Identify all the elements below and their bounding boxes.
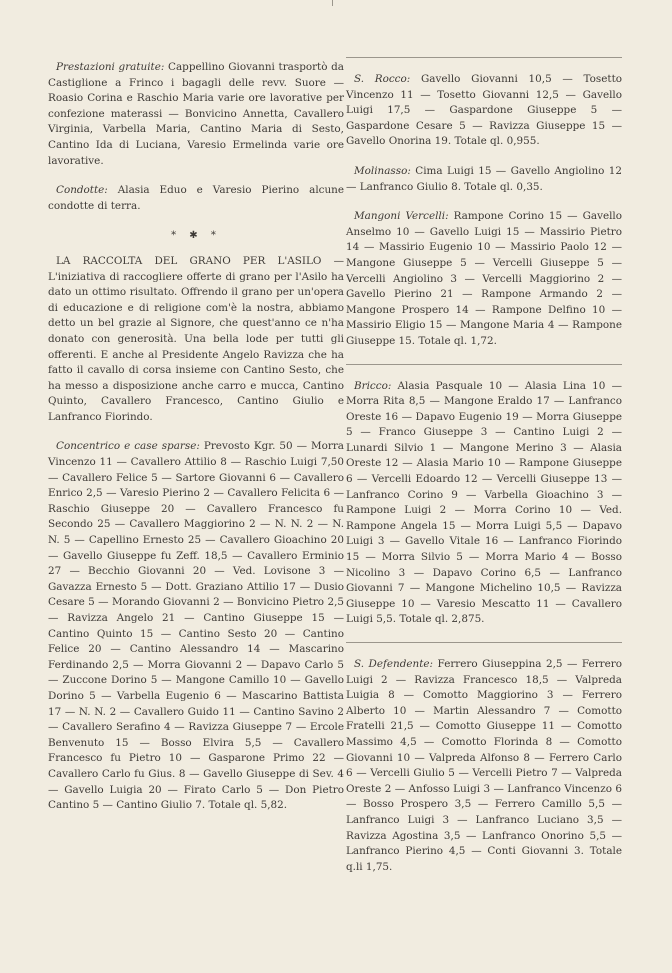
- divider: [346, 642, 622, 643]
- paragraph-molinasso: [346, 164, 622, 195]
- section-label: Mangoni Vercelli:: [354, 210, 449, 223]
- paragraph-text: Alasia Pasquale 10 — Alasia Lina 10 — Morra Rita 8,5 — Mangone Eraldo 17 — Lanfranco Oreste 16 — Dapavo Eugenio 19 — Morra Giuseppe 5 — Franco Giuseppe 3 — Cantino Luigi 2 — Lunardi Silvio 1 — Mangone Merino 3 — Alasia Oreste 12 — Alasia Mario 10 — Rampone Giuseppe 6 — Vercelli Edoardo 12 — Vercelli Giuseppe 13 — Lanfranco Corino 9 — Varbella Gioachino 3 — Rampone Luigi 2 — Morra Corino 10 — Ved. Rampone Angela 15 — Morra Luigi 5,5 — Dapavo Luigi 3 — Gavello Vitale 16 — Lanfranco Fiorindo 15 — Morra Silvio 5 — Morra Mario 4 — Bosso Nicolino 3 — Dapavo Corino 6,5 — Lanfranco Giovanni 7 — Mangone Michelino 10,5 — Ravizza Giuseppe 10 — Varesio Mescatto 11 — Cavallero Luigi 5,5. Totale ql. 2,875.: [346, 379, 622, 626]
- section-label: S. Defendente:: [354, 658, 434, 670]
- paragraph-text: Cappellino Giovanni trasportò da Castiglione a Frinco i bagagli delle revv. Suore — Roasio Corina e Raschio Maria varie ore lavorative per confezione materassi — Bonvicino Annetta, Cavallero Virginia, Varbella Maria, Cantino Maria di Sesto, Cantino Ida di Luciana, Varesio Ermelinda varie ore lavorative.: [48, 61, 344, 167]
- paragraph-raccolta-grano: LA RACCOLTA DEL GRANO PER L'ASILO — L'iniziativa di raccogliere offerte di grano per l'Asilo ha dato un ottimo risultato. Offrendo il grano per un'opera di educazione e di religione com'è la nostra, abbiamo detto un bel grazie al Signore, che quest'anno ce n'ha donato con generosità. Una bella lode per tutti gli offerenti. E anche al Presidente Angelo Ravizza che ha fatto il cavallo di corsa insieme con Cantino Sesto, che ha messo a disposizione anche carro e mucca, Cantino Quinto, Cavallero Francesco, Cantino Giulio e Lanfranco Fiorindo.: [48, 254, 344, 423]
- paragraph-text: Alasia Eduo e Varesio Pierino alcune condotte di terra.: [48, 184, 344, 212]
- paragraph-text: Cima Luigi 15 — Gavello Angiolino 12 — Lanfranco Giulio 8. Totale ql. 0,35.: [346, 164, 622, 193]
- separator-asterisks: * ✱ *: [171, 230, 221, 242]
- section-label: S. Rocco:: [354, 73, 411, 85]
- section-label: Molinasso:: [354, 164, 411, 177]
- paragraph-text: Prevosto Kgr. 50 — Morra Vincenzo 11 — Cavallero Attilio 8 — Raschio Luigi 7,50 — Cavallero Felice 5 — Sartore Giovanni 6 — Cavallero Enrico 2,5 — Varesio Pierino 2 — Cavallero Felicita 6 — Raschio Giuseppe 20 — Cavallero Francesco fu Secondo 25 — Cavallero Maggiorino 2 — N. N. 2 — N. N. 5 — Capellino Ernesto 25 — Cavallero Gioachino 20 — Gavello Giuseppe fu Zeff. 18,5 — Cavallero Erminio 27 — Becchio Giovanni 20 — Ved. Lovisone 3 — Gavazza Ernesto 5 — Dott. Graziano Attilio 17 — Dusio Cesare 5 — Morando Giovanni 2 — Bonvicino Pietro 2,5 — Ravizza Angelo 21 — Cantino Giuseppe 15 — Cantino Quinto 15 — Cantino Sesto 20 — Cantino Felice 20 — Cantino Alessandro 14 — Mascarino Ferdinando 2,5 — Morra Giovanni 2 — Dapavo Carlo 5 — Zuccone Dorino 5 — Mangone Camillo 10 — Gavello Dorino 5 — Varbella Eugenio 6 — Mascarino Battista 17 — N. N. 2 — Cavallero Guido 11 — Cantino Savino 2 — Cavallero Serafino 4 — Ravizza Giuseppe 7 — Ercole Benvenuto 15 — Bosso Elvira 5,5 — Cavallero Francesco fu Pietro 10 — Gasparone Primo 22 — Cavallero Carlo fu Gius. 8 — Gavello Giuseppe di Sev. 4 — Gavello Luigia 20 — Firato Carlo 5 — Don Pietro Cantino 5 — Cantino Giulio 7. Totale ql. 5,82.: [48, 440, 344, 812]
- divider: [346, 364, 622, 365]
- paragraph-concentrico: [48, 439, 344, 813]
- left-column: [48, 60, 344, 828]
- section-label: Condotte:: [56, 184, 108, 197]
- paragraph-text: Gavello Giovanni 10,5 — Tosetto Vincenzo 11 — Tosetto Giovanni 12,5 — Gavello Luigi 17,5 — Gaspardone Giuseppe 5 — Gaspardone Cesare 5 — Ravizza Giuseppe 15 — Gavello Onorina 19. Totale ql. 0,955.: [346, 73, 623, 148]
- paragraph-text: Ferrero Giuseppina 2,5 — Ferrero Luigi 2 — Ravizza Francesco 18,5 — Valpreda Luigia 8 — Comotto Maggiorino 3 — Ferrero Alberto 10 — Martin Alessandro 7 — Comotto Fratelli 21,5 — Comotto Giuseppe 11 — Comotto Massimo 4,5 — Comotto Florinda 8 — Comotto Giovanni 10 — Valpreda Alfonso 8 — Ferrero Carlo 6 — Vercelli Giulio 5 — Vercelli Pietro 7 — Valpreda Oreste 2 — Anfosso Luigi 3 — Lanfranco Vincenzo 6 — Bosso Prospero 3,5 — Ferrero Camillo 5,5 — Lanfranco Luigi 3 — Lanfranco Luciano 3,5 — Ravizza Agostina 3,5 — Lanfranco Onorino 5,5 — Lanfranco Pierino 4,5 — Conti Giovanni 3. Totale q.li 1,75.: [346, 658, 622, 873]
- paragraph-mangoni-vercelli: [346, 209, 622, 349]
- section-label: Concentrico e case sparse:: [56, 440, 200, 453]
- paragraph-bricco: [346, 379, 622, 629]
- section-label: Bricco:: [354, 379, 392, 392]
- paragraph-text: Rampone Corino 15 — Gavello Anselmo 10 — Gavello Luigi 15 — Massirio Pietro 14 — Massirio Eugenio 10 — Massirio Paolo 12 — Mangone Giuseppe 5 — Vercelli Giuseppe 5 — Vercelli Angiolino 3 — Vercelli Maggiorino 2 — Gavello Pierino 21 — Rampone Armando 2 — Mangone Prospero 14 — Rampone Delfino 10 — Massirio Eligio 15 — Mangone Maria 4 — Rampone Giuseppe 15. Totale ql. 1,72.: [346, 210, 622, 347]
- paragraph-s-defendente: [346, 657, 622, 875]
- top-mark: [332, 0, 333, 6]
- paragraph-s-rocco: [346, 72, 622, 150]
- section-label: Prestazioni gratuite:: [56, 61, 165, 73]
- divider: [346, 57, 622, 58]
- paragraph-condotte: [48, 183, 344, 214]
- paragraph-prestazioni: [48, 60, 344, 169]
- right-column: [346, 60, 622, 889]
